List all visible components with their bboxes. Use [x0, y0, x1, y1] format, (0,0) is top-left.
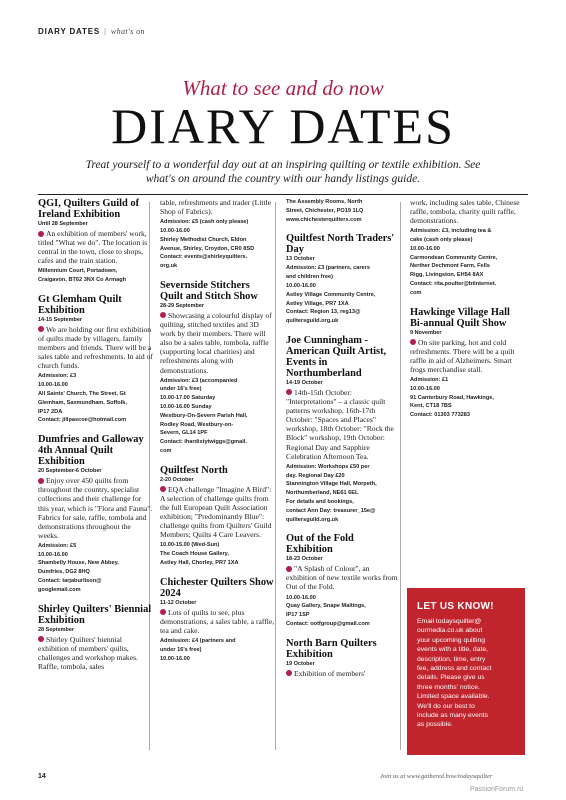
- event-detail-line: 10.00-16.00: [38, 551, 68, 558]
- event-detail-line: The Assembly Rooms, North: [286, 199, 363, 205]
- event-detail-line: Shirley Methodist Church, Eldon: [160, 236, 247, 243]
- listing-column-4: [410, 198, 525, 429]
- event-detail-line: Westbury-On-Severn Parish Hall,: [160, 412, 248, 419]
- event-detail-line: Contact: jillpascoe@hotmail.com: [38, 417, 127, 424]
- event-listing: [38, 294, 153, 425]
- event-details: [160, 541, 275, 567]
- intro-text: Treat yourself to a wonderful day out at an inspiring quilting or textile exhibition. See what's on around the country with our handy listings guide.: [85, 159, 481, 185]
- event-detail-line: day. Regional Day £20: [286, 472, 345, 479]
- bullet-dot-icon: [160, 312, 166, 318]
- event-description-text: An exhibition of members' work, titled "What we do". The location is central in the town, close to shops, cafes and the train station.: [38, 229, 148, 266]
- event-detail-line: under 16's free): [160, 386, 202, 393]
- footer-join-link[interactable]: Join us at www.gathered.how/todaysquilter: [380, 773, 493, 780]
- event-details: [410, 227, 525, 297]
- event-listing: [286, 233, 401, 326]
- event-title: North Barn Quilters Exhibition: [286, 637, 377, 660]
- listing-column-2: [160, 198, 275, 672]
- let-us-know-title: LET US KNOW!: [417, 601, 494, 612]
- event-detail-line: Astley Village Community Centre,: [286, 291, 376, 298]
- event-date: 19 October: [286, 660, 315, 667]
- event-description-text: Exhibition of members': [294, 668, 366, 678]
- event-description-text: work, including sales table, Chinese raffle, tombola, charity quilt raffle, demonstrations.: [410, 198, 520, 226]
- event-detail-line: Shambelly House, New Abbey,: [38, 560, 119, 567]
- event-title: Quiltfest North Traders' Day: [286, 233, 395, 256]
- let-us-know-line: Limited space available.: [417, 693, 490, 701]
- event-description-text: Showcasing a colourful display of quilting, stitched textiles and 3D work by their members. There will also be a sales table, tombola, raffle (supporting local charities) and refreshments along with demonstrations.: [160, 310, 272, 375]
- bullet-dot-icon: [38, 636, 44, 642]
- event-detail-line: com: [410, 289, 422, 296]
- event-detail-line: Glemham, Saxmundham, Suffolk,: [38, 399, 127, 406]
- event-detail-line: Admission: £5 (cash only please): [160, 219, 249, 226]
- event-detail-line: Northumberland, NE61 6EL: [286, 490, 359, 497]
- event-detail-line: Admission: £1: [410, 377, 449, 384]
- event-detail-line: quiltersguild.org.uk: [286, 516, 339, 523]
- bullet-dot-icon: [160, 486, 166, 492]
- event-description-text: Shirley Quilters' biennial exhibition of members' quilts, challenges and workshop makes. Raffle, tombola, sales: [38, 634, 138, 671]
- event-detail-line: org.uk: [160, 263, 178, 270]
- event-detail-line: 10.00-16.00: [38, 382, 68, 389]
- event-detail-line: Contact: tarjaburlison@: [38, 578, 102, 585]
- event-detail-line: under 16's free): [160, 646, 202, 653]
- event-detail-line: 10.00-17.00 Saturday: [160, 395, 216, 402]
- section-name: DIARY DATES: [38, 27, 100, 36]
- event-description: [160, 485, 275, 540]
- event-detail-line: Avenue, Shirley, Croydon, CR0 8SD: [160, 245, 255, 252]
- event-listing: [160, 465, 275, 568]
- event-listing: [410, 198, 525, 298]
- event-detail-line: Astley Hall, Chorley, PR7 1XA: [160, 559, 239, 566]
- event-detail-line: quiltersguild.org.uk: [286, 318, 339, 325]
- event-description: [38, 476, 153, 540]
- event-detail-line: Street, Chichester, PO19 1LQ: [286, 207, 364, 214]
- event-description-text: 14th-15th October: "Interpretations" – a classic quilt patterns workshop, 16th-17th October: "Spaces and Places" workshop, 18th October: "Rock the Block" workshop, 19th October: Regional Day and Sapphire Celebration Afternoon Tea.: [286, 387, 394, 461]
- event-description: [410, 338, 525, 374]
- event-description: [38, 229, 153, 265]
- event-listing: [286, 335, 401, 524]
- event-title: Dumfries and Galloway 4th Annual Quilt Exhibition: [38, 434, 144, 468]
- event-description: [410, 198, 525, 225]
- event-detail-line: Admission: £4 (partners and: [160, 638, 236, 645]
- watermark: PassionForum.ru: [470, 786, 524, 793]
- header-separator: |: [104, 27, 107, 36]
- event-date: 18-23 October: [286, 556, 323, 563]
- event-listing: [160, 280, 275, 456]
- event-detail-line: cake (cash only please): [410, 237, 473, 244]
- top-rule: [38, 194, 528, 195]
- let-us-know-box: [407, 588, 525, 755]
- event-date: 11-12 October: [160, 599, 197, 606]
- let-us-know-line: We'll do our best to: [417, 702, 475, 710]
- event-date: 13 October: [286, 256, 315, 263]
- event-description-text: "A Splash of Colour", an exhibition of new textile works from Out of the Fold.: [286, 564, 398, 592]
- let-us-know-line: fee, address and contact: [417, 665, 492, 673]
- event-detail-line: Admission: £3 (partners, carers: [286, 265, 370, 272]
- event-detail-line: and children free): [286, 274, 333, 281]
- event-description: [286, 669, 401, 678]
- event-description-text: Lots of quilts to see, plus demonstrations, a sales table, a raffle, tea and cake.: [160, 607, 275, 635]
- bullet-dot-icon: [160, 609, 166, 615]
- event-detail-line: 10.00-16.00: [410, 245, 440, 252]
- event-details: [38, 267, 153, 285]
- event-detail-line: Astley Village, PR7 1XA: [286, 300, 349, 307]
- event-description-text: Enjoy over 450 quilts from throughout the country, specialist collections and their challenge for this year, which is "Flora and Fauna". Fabrics for sale, raffle, tombola and demonstrations throughout the weeks.: [38, 476, 153, 540]
- event-detail-line: Dumfries, DG2 8HQ: [38, 569, 90, 576]
- event-detail-line: 91 Canterbury Road, Hawkinge,: [410, 394, 494, 401]
- event-detail-line: Contact: ihardistytwiggs@gmail.: [160, 439, 247, 446]
- event-date: 20 September-6 October: [38, 468, 102, 475]
- event-detail-line: Rigg, Livingston, EH54 8AX: [410, 272, 484, 279]
- let-us-know-line: ourmedia.co.uk about: [417, 627, 483, 635]
- event-detail-line: For details and bookings,: [286, 498, 354, 505]
- bullet-dot-icon: [286, 389, 292, 395]
- let-us-know-line: include as many events: [417, 712, 489, 720]
- event-detail-line: Kent, CT18 7BS: [410, 403, 452, 410]
- bullet-dot-icon: [38, 326, 44, 332]
- event-description-text: table, refreshments and trader (Little Shop of Fabrics).: [160, 198, 272, 217]
- event-listing: [160, 577, 275, 664]
- page-title: DIARY DATES: [111, 98, 455, 154]
- event-description: [38, 325, 153, 370]
- event-title: Shirley Quilters' Biennial Exhibition: [38, 603, 152, 626]
- let-us-know-line: Email todaysquilter@: [417, 618, 482, 625]
- let-us-know-line: as possible.: [417, 721, 453, 729]
- event-listing: [38, 604, 153, 671]
- bullet-dot-icon: [410, 339, 416, 345]
- subsection-name: what's on: [110, 27, 145, 36]
- event-details: [410, 376, 525, 420]
- let-us-know-line: details. Please give us: [417, 674, 485, 682]
- event-detail-line: Admission: £3, including tea &: [410, 228, 492, 235]
- event-detail-line: Contact: Region 13, reg13@: [286, 309, 361, 316]
- event-description-text: We are holding our first exhibition of quilts made by villagers, family members and friends. There will be a sales table and refreshments. In aid of church funds.: [38, 324, 153, 371]
- event-detail-line: 10.00-16.00: [160, 655, 190, 662]
- section-header: [38, 27, 145, 36]
- event-detail-line: com: [160, 448, 172, 454]
- event-detail-line: Contact: rita.poulter@btinternet.: [410, 281, 497, 288]
- event-detail-line: 10.00-16.00: [160, 227, 190, 234]
- event-detail-line: Millennium Court, Portadown,: [38, 268, 118, 275]
- event-title: Gt Glemham Quilt Exhibition: [38, 293, 122, 316]
- event-detail-line: Contact: 01303 773283: [410, 412, 471, 419]
- let-us-know-line: description, time, entry: [417, 655, 486, 663]
- event-detail-line: 10.00-16.00: [286, 594, 316, 601]
- event-description: [160, 311, 275, 375]
- event-detail-line: Admission: £5: [38, 542, 77, 549]
- event-listing: [286, 198, 401, 224]
- event-detail-line: 10.00-16.00: [286, 282, 316, 289]
- event-detail-line: Contact: events@shirleyquilters.: [160, 254, 248, 261]
- event-detail-line: Quay Gallery, Snape Maltings,: [286, 603, 366, 610]
- event-detail-line: Admission: £3 (accompanied: [160, 377, 238, 384]
- event-details: [160, 377, 275, 456]
- script-heading: What to see and do now: [182, 76, 384, 100]
- event-detail-line: Nerther Dechmont Farm, Fells: [410, 263, 490, 270]
- event-date: 14-19 October: [286, 379, 323, 386]
- event-date: 28 September: [38, 626, 75, 633]
- event-detail-line: 10.00-16.00 Sunday: [160, 404, 212, 411]
- event-detail-line: All Saints' Church, The Street, Gt: [38, 391, 126, 398]
- let-us-know-line: events with a title, date,: [417, 646, 489, 654]
- event-detail-line: Carmondean Community Centre,: [410, 254, 498, 261]
- event-title: Chichester Quilters Show 2024: [160, 576, 274, 599]
- bullet-dot-icon: [286, 566, 292, 572]
- event-description: [286, 564, 401, 591]
- event-date: 28-29 September: [160, 302, 205, 309]
- event-detail-line: Admission: £3: [38, 373, 77, 380]
- event-detail-line: www.chichesterquilters.com: [286, 216, 362, 223]
- let-us-know-line: your upcoming quilting: [417, 636, 486, 644]
- event-date: 14-15 September: [38, 316, 83, 323]
- event-detail-line: Admission: Workshops £50 per: [286, 463, 370, 470]
- event-title: QGI, Quilters Guild of Ireland Exhibition: [38, 198, 140, 220]
- event-detail-line: googlemail.com: [38, 586, 81, 593]
- event-detail-line: IP17 2DA: [38, 408, 63, 415]
- event-detail-line: IP17 1SP: [286, 612, 310, 619]
- column-divider: [275, 202, 276, 750]
- event-title: Joe Cunningham - American Quilt Artist, Events in Northumberland: [286, 334, 387, 379]
- let-us-know-line: three months' notice.: [417, 683, 480, 691]
- event-description: [160, 608, 275, 635]
- event-listing: [38, 434, 153, 594]
- event-detail-line: Stannington Village Hall, Morpeth,: [286, 481, 377, 488]
- event-detail-line: 10.00-15.00 (Wed-Sun): [160, 542, 220, 549]
- event-date: Until 28 September: [38, 221, 88, 227]
- event-description-text: EQA challenge "Imagine A Bird": A selection of challenge quilts from the full European Quilt Association exhibition; "Predominantly Blue": challenge quilts from Quilters' Guild Members; Quilts 4 Care Leavers.: [160, 484, 272, 540]
- event-title: Hawkinge Village Hall Bi-annual Quilt Show: [410, 306, 510, 329]
- event-description: [286, 388, 401, 461]
- event-detail-line: 10.00-16.00: [410, 385, 440, 392]
- event-title: Quiltfest North: [160, 464, 228, 476]
- event-listing: [286, 638, 401, 678]
- event-description: [160, 198, 275, 216]
- event-detail-line: contact Ann Day: treasurer_15e@: [286, 507, 376, 514]
- event-detail-line: The Coach House Gallery,: [160, 551, 229, 558]
- event-details: [286, 198, 401, 224]
- event-details: [286, 264, 401, 326]
- event-detail-line: Rodley Road, Westbury-on-: [160, 421, 234, 428]
- event-date: 2-20 October: [160, 476, 194, 483]
- event-details: [286, 594, 401, 629]
- bullet-dot-icon: [286, 670, 292, 676]
- event-listing: [286, 533, 401, 628]
- event-detail-line: Craigavon, BT62 3NX Co Armagh: [38, 277, 127, 284]
- listing-column-3: [286, 198, 401, 687]
- event-title: Severnside Stitchers Quilt and Stitch Show: [160, 279, 258, 302]
- event-details: [38, 542, 153, 595]
- event-details: [160, 637, 275, 663]
- bullet-dot-icon: [38, 478, 44, 484]
- event-date: 9 November: [410, 329, 442, 336]
- event-detail-line: Contact: ootfgroup@gmail.com: [286, 620, 370, 627]
- event-detail-line: Severn, GL14 1PF: [160, 430, 208, 437]
- event-details: [160, 218, 275, 271]
- listing-column-1: [38, 198, 153, 680]
- event-listing: [38, 198, 153, 285]
- event-description-text: On site parking, hot and cold refreshments. There will be a quilt raffle in aid of Alzheimers. Smart frogs merchandise stall.: [410, 337, 515, 374]
- event-details: [286, 463, 401, 525]
- event-details: [38, 372, 153, 425]
- let-us-know-body: [417, 617, 517, 730]
- bullet-dot-icon: [38, 231, 44, 237]
- event-listing: [410, 307, 525, 420]
- event-title: Out of the Fold Exhibition: [286, 533, 354, 556]
- page-number: 14: [38, 773, 46, 780]
- event-description: [38, 635, 153, 671]
- event-listing: [160, 198, 275, 271]
